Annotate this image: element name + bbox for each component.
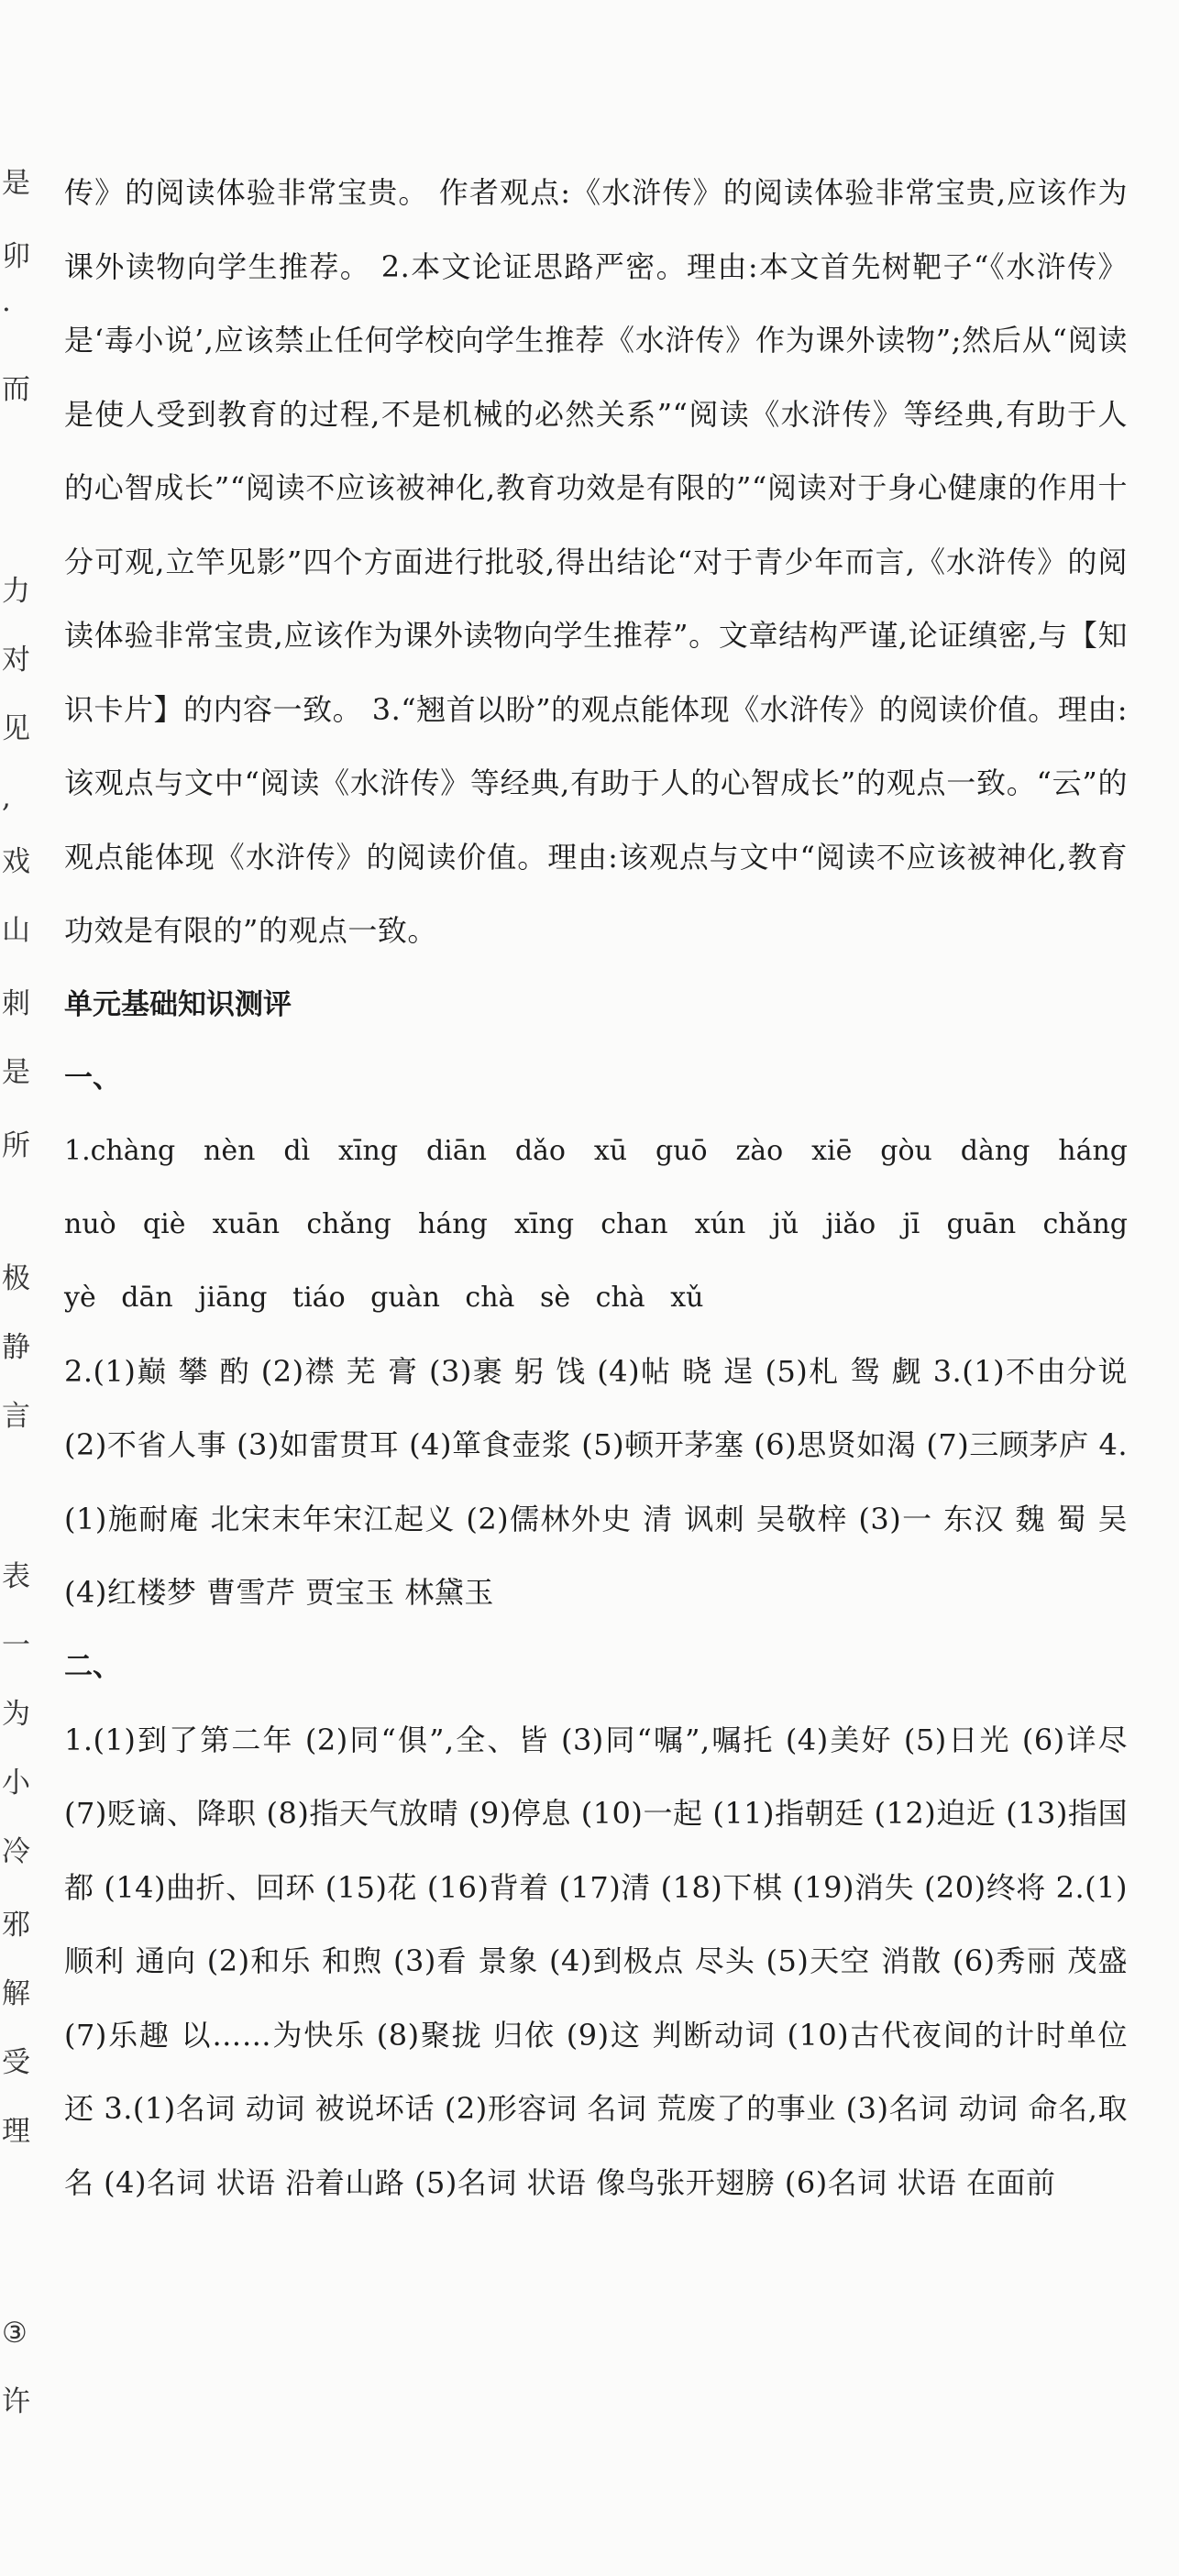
edge-char: 所 <box>2 1129 30 1162</box>
edge-char: 力 <box>2 575 30 608</box>
edge-char: 许 <box>2 2385 30 2418</box>
part-one-pinyin: 1.chàng nèn dì xīng diān dǎo xū guō zào xiē gòu dàng háng nuò qiè xuān chǎng háng xīng chan xún jǔ jiǎo jī guān chǎng yè dān jiāng tiáo guàn chà sè chà xǔ <box>64 1134 1128 1314</box>
edge-char: 山 <box>2 914 30 947</box>
edge-char: 是 <box>2 1056 30 1089</box>
edge-char: 小 <box>2 1767 30 1800</box>
edge-char: 冷 <box>2 1835 30 1868</box>
edge-char: 卯 <box>2 240 30 273</box>
edge-char: 邪 <box>2 1909 30 1942</box>
edge-char: 极 <box>2 1262 30 1295</box>
edge-char: 受 <box>2 2046 30 2079</box>
part-two-label: 二、 <box>64 1649 121 1683</box>
edge-char: ③ <box>2 2317 28 2350</box>
edge-char: , <box>2 781 11 814</box>
edge-char: 是 <box>2 167 30 200</box>
answer-content <box>64 156 1128 2219</box>
edge-char: · <box>2 293 11 326</box>
edge-char: 对 <box>2 644 30 677</box>
edge-char: 见 <box>2 712 30 745</box>
part-two-text: 1.(1)到了第二年 (2)同“俱”,全、皆 (3)同“嘱”,嘱托 (4)美好 (5)日光 (6)详尽 (7)贬谪、降职 (8)指天气放晴 (9)停息 (10)一起 (11)指朝廷 (12)迫近 (13)指国都 (14)曲折、回环 (15)花 (16)背着 (17)清 (18)下棋 (19)消失 (20)终将 2.(1)顺利 通向 (2)和乐 和煦 (3)看 景象 (4)到极点 尽头 (5)天空 消散 (6)秀丽 茂盛 (7)乐趣 以……为快乐 (8)聚拢 归依 (9)这 判断动词 (10)古代夜间的计时单位 还 3.(1)名词 动词 被说坏话 (2)形容词 名词 荒废了的事业 (3)名词 动词 命名,取名 (4)名词 状语 沿着山路 (5)名词 状语 像鸟张开翅膀 (6)名词 状语 在面前 <box>64 1722 1128 2200</box>
edge-char: 为 <box>2 1698 30 1731</box>
intro-paragraph: 传》的阅读体验非常宝贵。 作者观点:《水浒传》的阅读体验非常宝贵,应该作为课外读物向学生推荐。 2.本文论证思路严密。理由:本文首先树靶子“《水浒传》是‘毒小说’,应该禁止任何学校向学生推荐《水浒传》作为课外读物”;然后从“阅读是使人受到教育的过程,不是机械的必然关系”“阅读《水浒传》等经典,有助于人的心智成长”“阅读不应该被神化,教育功效是有限的”“阅读对于身心健康的作用十分可观,立竿见影”四个方面进行批驳,得出结论“对于青少年而言,《水浒传》的阅读体验非常宝贵,应该作为课外读物向学生推荐”。文章结构严谨,论证缜密,与【知识卡片】的内容一致。 3.“翘首以盼”的观点能体现《水浒传》的阅读价值。理由:该观点与文中“阅读《水浒传》等经典,有助于人的心智成长”的观点一致。“云”的观点能体现《水浒传》的阅读价值。理由:该观点与文中“阅读不应该被神化,教育功效是有限的”的观点一致。 <box>64 175 1128 948</box>
edge-char: 静 <box>2 1331 30 1364</box>
edge-char: 一 <box>2 1629 30 1662</box>
edge-char: 而 <box>2 373 30 406</box>
edge-char: 刺 <box>2 987 30 1020</box>
edge-char: 言 <box>2 1400 30 1433</box>
edge-char: 解 <box>2 1977 30 2010</box>
edge-char: 表 <box>2 1560 30 1593</box>
edge-char: 戏 <box>2 845 30 878</box>
part-one-label: 一、 <box>64 1061 121 1095</box>
section-title: 单元基础知识测评 <box>64 987 292 1021</box>
part-one-text: 2.(1)巅 攀 酌 (2)襟 芜 膏 (3)裹 躬 饯 (4)帖 晓 逞 (5)札 鸳 觑 3.(1)不由分说 (2)不省人事 (3)如雷贯耳 (4)箪食壶浆 (5)顿开茅塞 (6)思贤如渴 (7)三顾茅庐 4.(1)施耐庵 北宋末年宋江起义 (2)儒林外史 清 讽刺 吴敬梓 (3)一 东汉 魏 蜀 吴 (4)红楼梦 曹雪芹 贾宝玉 林黛玉 <box>64 1353 1128 1610</box>
left-margin-cropped-text <box>0 0 37 2576</box>
edge-char: 理 <box>2 2115 30 2148</box>
